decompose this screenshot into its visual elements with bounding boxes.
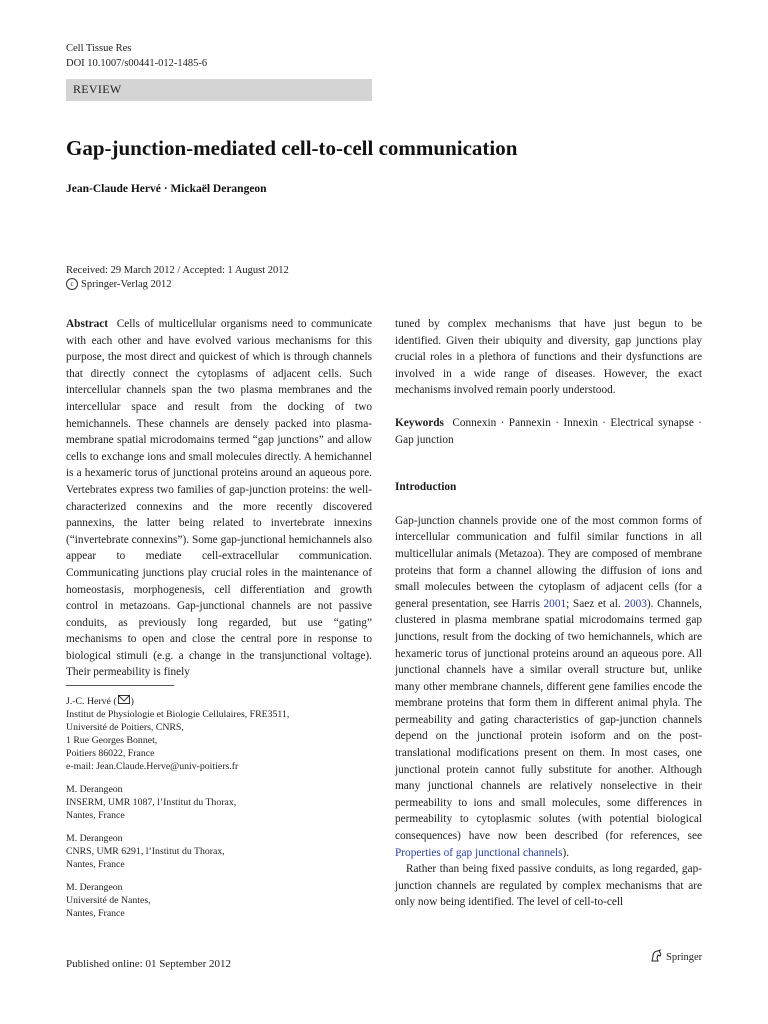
affiliation-line: Nantes, France (66, 908, 125, 919)
journal-meta (66, 41, 207, 71)
introduction-heading: Introduction (395, 481, 457, 494)
keywords-text: Connexin · Pannexin · Innexin · Electrical synapse · Gap junction (395, 416, 702, 446)
published-date: Published online: 01 September 2012 (66, 958, 231, 970)
keywords-heading: Keywords (395, 416, 444, 429)
affiliation-name: M. Derangeon (66, 833, 123, 844)
affiliation-email[interactable]: e-mail: Jean.Claude.Herve@univ-poitiers.fr (66, 761, 239, 772)
affiliation-name: J.-C. Hervé ( ) (66, 696, 134, 707)
affiliation-line: Université de Nantes, (66, 895, 151, 906)
keywords (395, 415, 702, 448)
affiliation-name: M. Derangeon (66, 882, 123, 893)
abstract-heading: Abstract (66, 318, 109, 330)
article-dates (66, 264, 289, 292)
publisher-name: Springer (666, 952, 703, 963)
copyright-line (66, 278, 289, 292)
affiliation-line: Nantes, France (66, 859, 125, 870)
horse-logo-icon (649, 949, 663, 963)
right-column (395, 316, 702, 911)
affiliation-4 (66, 881, 372, 920)
introduction-paragraph-2: Rather than being fixed passive conduits, as long regarded, gap-junction channels are regulated by complex mechanisms that are only now being identified. The level of cell-to-cell (395, 863, 702, 909)
affiliation-2 (66, 783, 372, 822)
abstract (66, 316, 372, 681)
publisher-logo (649, 949, 702, 963)
affiliation-line: Institut de Physiologie et Biologie Cellulaires, FRE3511, (66, 709, 290, 720)
affiliation-line: Poitiers 86022, France (66, 748, 155, 759)
abstract-continuation: tuned by complex mechanisms that have just begun to be identified. Given their ubiquity and diversity, gap junctions play crucial roles in a plethora of functions and their dysfunctions are involved in a wide range of diseases. However, the exact mechanisms involved remain poorly understood. (395, 318, 702, 397)
article-authors: Jean-Claude Hervé · Mickaël Derangeon (66, 183, 267, 195)
affiliation-line: Université de Poitiers, CNRS, (66, 722, 184, 733)
section-bar (66, 79, 372, 101)
affiliation-line: Nantes, France (66, 810, 125, 821)
abstract-text: Cells of multicellular organisms need to communicate with each other and have evolved various mechanisms for this purpose, the most direct and quickest of which is through channels that directly connect the cytoplasms of adjacent cells. Such intercellular channels span the two plasma membranes and the intercellular space and result from the docking of two hemichannels. These channels are densely packed into plasma-membrane spatial microdomains termed “gap junctions” and allow cells to exchange ions and small molecules directly. A hemichannel is a hexameric torus of junctional proteins around an aqueous pore. Vertebrates express two families of gap-junction proteins: the well-characterized connexins and the more recently discovered pannexins, the latter being related to invertebrate innexins (“invertebrate connexins”). Some gap-junctional hemichannels also appear to mediate cell-extracellular communication. Communicating junctions play crucial roles in the maintenance of homeostasis, morphogenesis, cell differentiation and growth control in metazoans. Gap-junctional channels are not passive conduits, as previously long regarded, but use “gating” mechanisms to open and close the central pore in response to biological stimuli (e.g. a change in the transjunctional voltage). Their permeability is finely (66, 318, 373, 679)
received-accepted: Received: 29 March 2012 / Accepted: 1 August 2012 (66, 265, 289, 276)
footnote-divider (66, 685, 174, 686)
doi: DOI 10.1007/s00441-012-1485-6 (66, 58, 208, 69)
affiliation-1 (66, 695, 372, 773)
article-title: Gap-junction-mediated cell-to-cell communication (66, 136, 518, 160)
journal-name: Cell Tissue Res (66, 43, 132, 54)
affiliation-name: M. Derangeon (66, 784, 123, 795)
copyright-text: Springer-Verlag 2012 (81, 279, 172, 290)
abstract-paragraph (66, 316, 372, 681)
reference-link[interactable]: 2003 (624, 597, 647, 610)
introduction-paragraph-1: Gap-junction channels provide one of the most common forms of intercellular communication and fulfil similar functions in all multicellular animals (Metazoa). They are composed of membrane proteins that form a channel allowing the diffusion of ions and small molecules between the cytoplasm of adjacent cells (for a general presentation, see Harris 2001; Saez et al. 2003). Channels, clustered in plasma membrane spatial microdomains termed gap junctions, result from the docking of two hemichannels, which are hexameric torus of junctional proteins around an aqueous pore. All junctional channels have a similar overall structure but, unlike many other membrane channels, different gene families encode the membrane proteins that form them in different animal phyla. The permeability and gating characteristics of gap-junction channels depend on the junctional protein isoform and on the post-translational modifications present on them. In most cases, one junctional protein cannot fully substitute for another. Although many junctional channels are relatively nonselective in their permeability to ions and small molecules, some differences in permeability to cytoplasmic solutes (with potential biological consequences) have now been described (for references, see Properties of gap junctional channels). (395, 514, 703, 859)
affiliation-3 (66, 832, 372, 871)
affiliation-line: INSERM, UMR 1087, l’Institut du Thorax, (66, 797, 237, 808)
section-link[interactable]: Properties of gap junctional channels (395, 846, 563, 859)
envelope-icon[interactable] (118, 695, 130, 704)
reference-link[interactable]: 2001 (543, 597, 567, 610)
section-label: REVIEW (73, 82, 122, 96)
affiliations (66, 695, 372, 930)
affiliation-line: CNRS, UMR 6291, l’Institut du Thorax, (66, 846, 225, 857)
affiliation-line: 1 Rue Georges Bonnet, (66, 735, 158, 746)
copyright-icon: c (66, 278, 78, 290)
